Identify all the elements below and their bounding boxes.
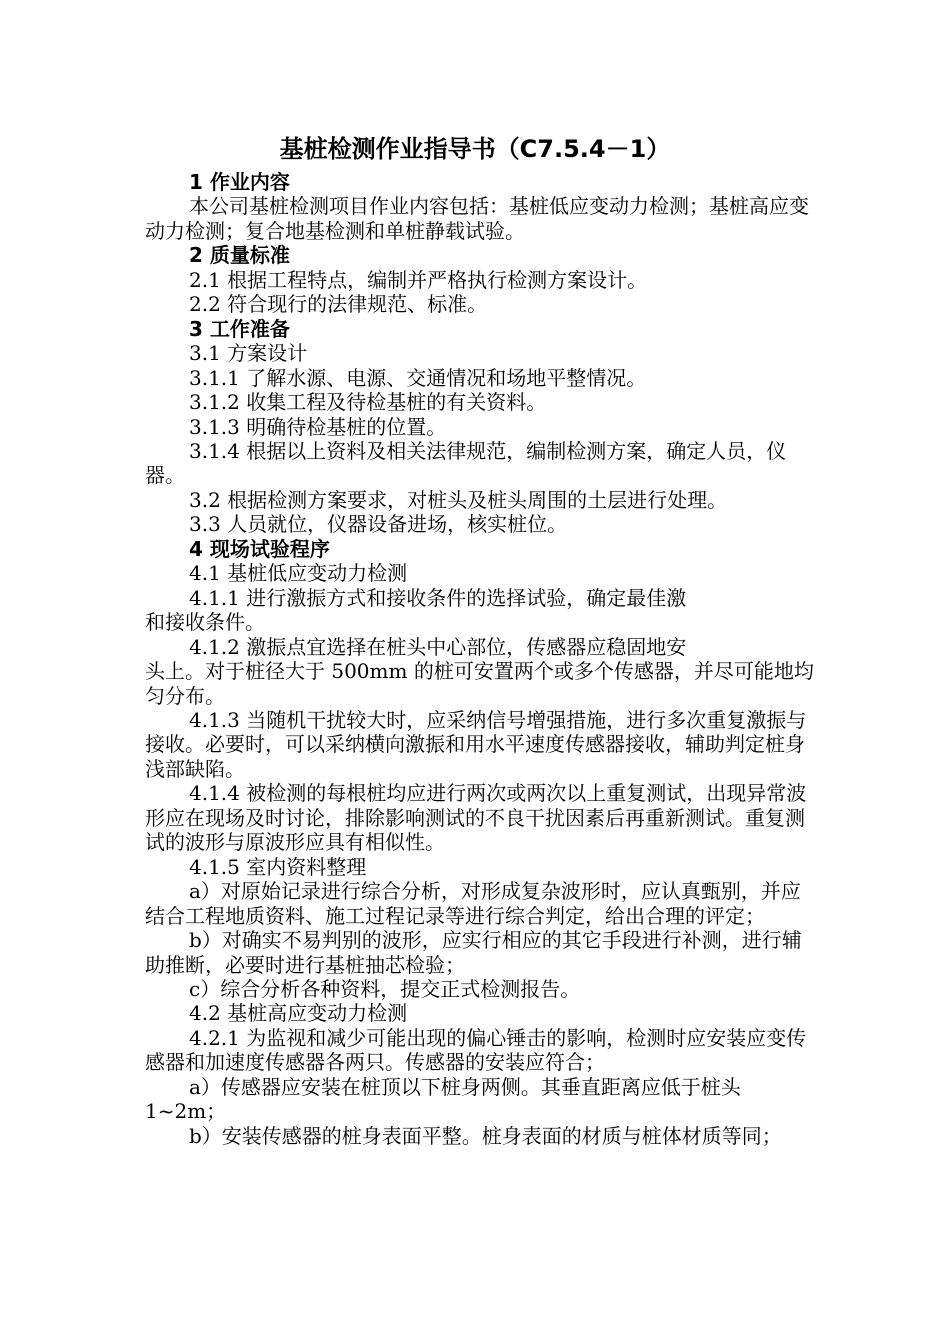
- body-paragraph: 4.1.1 进行激振方式和接收条件的选择试验，确定最佳激: [189, 585, 687, 610]
- body-paragraph: 3.1.1 了解水源、电源、交通情况和场地平整情况。: [189, 365, 647, 390]
- body-paragraph: 2.1 根据工程特点，编制并严格执行检测方案设计。: [189, 267, 648, 292]
- body-paragraph: 4.1.3 当随机干扰较大时，应采纳信号增强措施，进行多次重复激振与接收。必要时，可以采纳横向激振和用水平速度传感器接收，辅助判定桩身浅部缺陷。: [145, 707, 807, 781]
- body-paragraph: 3.1.3 明确待检基桩的位置。: [189, 414, 447, 439]
- section-heading: 2 质量标准: [189, 243, 290, 268]
- body-paragraph: 3.1.4 根据以上资料及相关法律规范，编制检测方案，确定人员，仪器。: [145, 438, 787, 488]
- body-paragraph: 4.1.2 激振点宜选择在桩头中心部位，传感器应稳固地安: [189, 634, 687, 659]
- body-paragraph: 本公司基桩检测项目作业内容包括：基桩低应变动力检测；基桩高应变动力检测；复合地基检测和单桩静载试验。: [145, 194, 809, 243]
- body-paragraph: 4.1.5 室内资料整理: [189, 854, 367, 879]
- body-paragraph: 4.1.4 被检测的每根桩均应进行两次或两次以上重复测试，出现异常波形应在现场及时讨论，排除影响测试的不良干扰因素后再重新测试。重复测试的波形与原波形应具有相似性。: [145, 781, 807, 855]
- body-paragraph: c）综合分析各种资料，提交正式检测报告。: [189, 976, 581, 1001]
- body-paragraph: 头上。对于桩径大于 500mm 的桩可安置两个或多个传感器，并尽可能地均匀分布。: [145, 659, 814, 708]
- body-paragraph: 3.1 方案设计: [189, 341, 308, 366]
- body-paragraph: a）传感器应安装在桩顶以下桩身两侧。其垂直距离应低于桩头 1~2m；: [145, 1074, 741, 1124]
- body-paragraph: b）对确实不易判别的波形，应实行相应的其它手段进行补测，进行辅助推断，必要时进行基桩抽芯检验；: [145, 928, 802, 977]
- section-heading: 1 作业内容: [189, 170, 290, 194]
- document-title: 基桩检测作业指导书（C7.5.4－1）: [279, 135, 671, 163]
- body-paragraph: 4.1 基桩低应变动力检测: [189, 561, 408, 586]
- body-paragraph: 2.2 符合现行的法律规范、标准。: [189, 292, 488, 317]
- section-heading: 3 工作准备: [189, 316, 290, 341]
- body-paragraph: a）对原始记录进行综合分析，对形成复杂波形时，应认真甄别，并应结合工程地质资料、施工过程记录等进行综合判定，给出合理的评定；: [145, 879, 801, 928]
- section-heading: 4 现场试验程序: [189, 536, 330, 561]
- body-paragraph: 3.3 人员就位，仪器设备进场，核实桩位。: [189, 512, 568, 537]
- body-paragraph: b）安装传感器的桩身表面平整。桩身表面的材质与桩体材质等同；: [189, 1123, 782, 1148]
- body-paragraph: 3.2 根据检测方案要求，对桩头及桩头周围的土层进行处理。: [189, 487, 728, 512]
- document-body: [145, 170, 817, 1148]
- body-paragraph: 4.2.1 为监视和减少可能出现的偏心锤击的影响，检测时应安装应变传感器和加速度传感器各两只。传感器的安装应符合；: [145, 1025, 807, 1075]
- body-paragraph: 4.2 基桩高应变动力检测: [189, 1001, 408, 1026]
- body-paragraph: 3.1.2 收集工程及待检基桩的有关资料。: [189, 390, 547, 415]
- body-paragraph: 和接收条件。: [145, 610, 265, 635]
